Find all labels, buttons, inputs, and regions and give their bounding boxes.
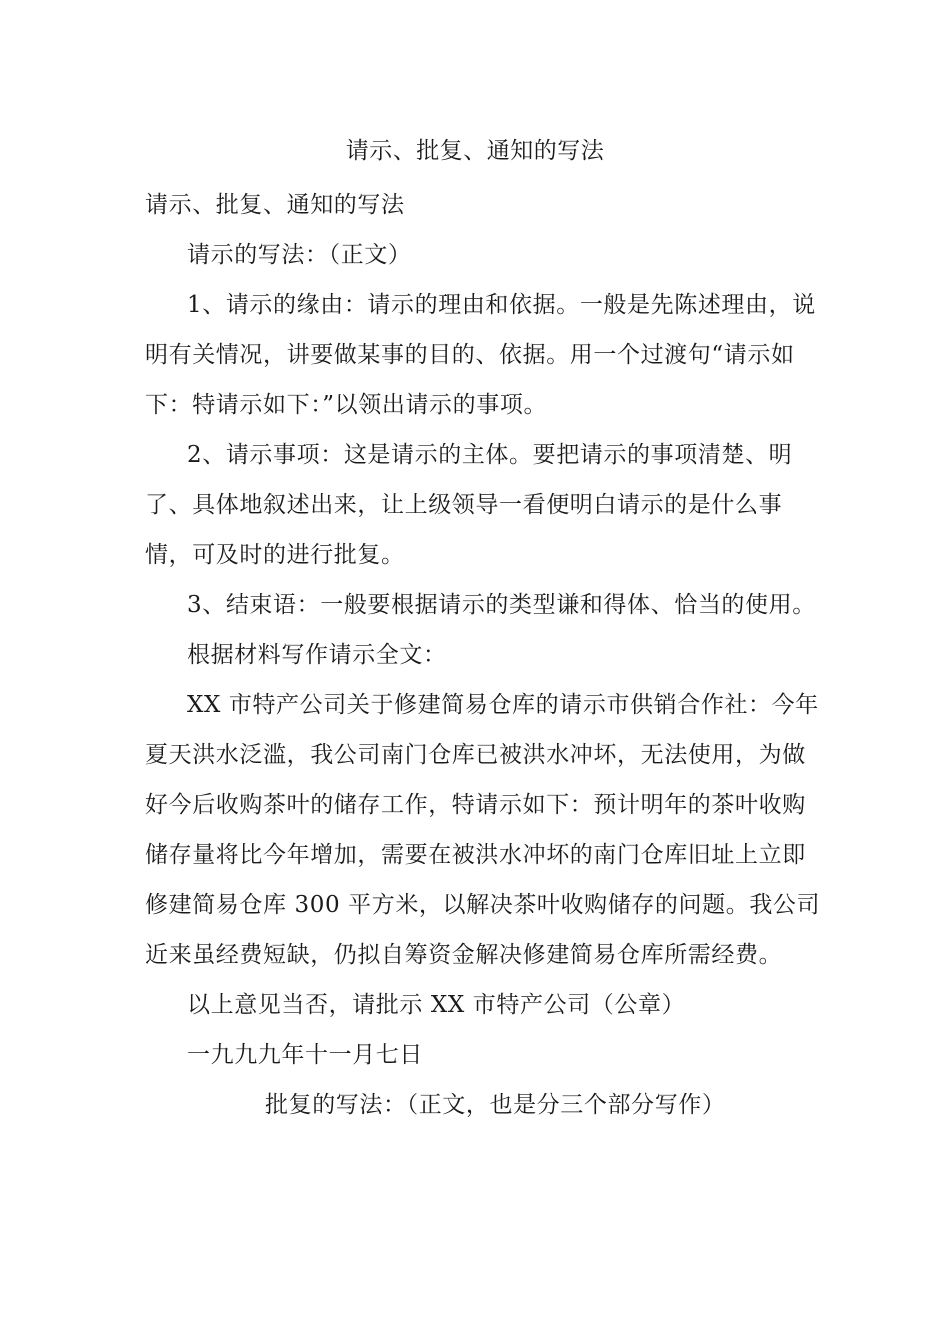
paragraph-sample-request: XX 市特产公司关于修建简易仓库的请示市供销合作社：今年夏天洪水泛滥，我公司南门仓库已被洪水冲坏，无法使用，为做好今后收购茶叶的储存工作，特请示如下：预计明年的茶叶收购储存量将比今年增加，需要在被洪水冲坏的南门仓库旧址上立即修建简易仓库 300 平方米，以解决茶叶收购储存的问题。我公司近来虽经费短缺，仍拟自筹资金解决修建简易仓库所需经费。 — [145, 692, 821, 968]
paragraph-request-items: 2、请示事项：这是请示的主体。要把请示的事项清楚、明了、具体地叙述出来，让上级领导一看便明白请示的是什么事情，可及时的进行批复。 — [145, 442, 793, 568]
document-body — [145, 180, 825, 1130]
paragraph-sample-closing: 以上意见当否，请批示 XX 市特产公司（公章） — [187, 992, 686, 1018]
paragraph-material-heading: 根据材料写作请示全文： — [187, 642, 447, 668]
section-heading-reply: 批复的写法：（正文，也是分三个部分写作） — [265, 1092, 726, 1118]
section-heading-request: 请示的写法：（正文） — [187, 242, 412, 268]
document-title: 请示、批复、通知的写法 — [345, 138, 605, 164]
paragraph-closing-words: 3、结束语：一般要根据请示的类型谦和得体、恰当的使用。 — [187, 592, 816, 618]
subtitle-paragraph: 请示、批复、通知的写法 — [145, 192, 405, 218]
paragraph-request-reason: 1、请示的缘由：请示的理由和依据。一般是先陈述理由，说明有关情况，讲要做某事的目的、依据。用一个过渡句“请示如下：特请示如下：”以领出请示的事项。 — [145, 292, 816, 418]
paragraph-date: 一九九九年十一月七日 — [187, 1042, 423, 1068]
